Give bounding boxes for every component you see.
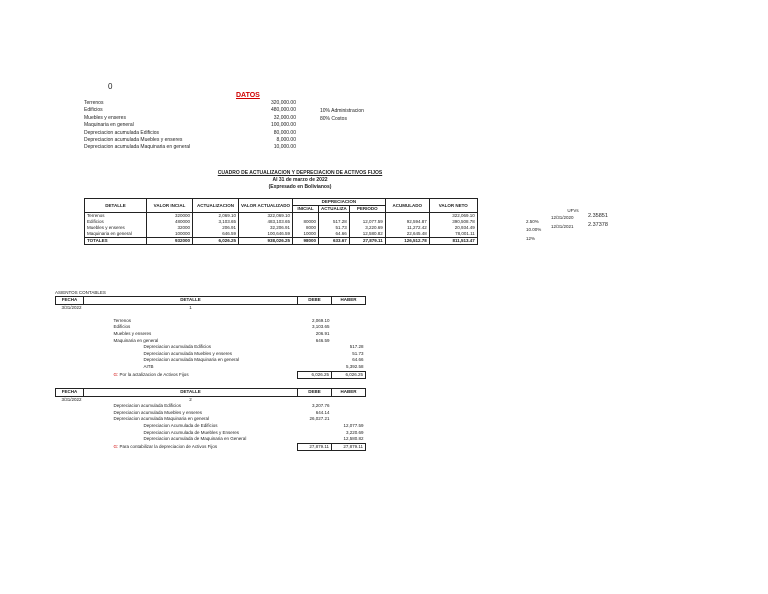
ledger-account: Muebles y enseres	[113, 330, 152, 336]
table-cell: 32,206.91	[239, 225, 293, 231]
table-cell: 78,001.11	[429, 231, 477, 238]
ledger-spacer	[56, 324, 84, 331]
table-cell: 3,103.65	[193, 219, 239, 225]
entry1-date: 3/31/2022	[61, 304, 82, 310]
ledger-debe: 3,207.76	[311, 403, 330, 409]
ledger-line	[56, 430, 366, 437]
table-cell: 64.66	[319, 231, 350, 238]
datos-value: 480,000.00	[270, 107, 296, 114]
th-valor-inicial: VALOR INCIAL	[147, 199, 193, 213]
ledger-account: Depreciacion Acumulada de Edificios	[143, 422, 218, 428]
cuadro-date: Al 31 de marzo de 2022	[272, 177, 328, 183]
totals-cell: 811,513.47	[429, 238, 477, 245]
th-periodo: PERIODO	[349, 206, 385, 213]
ledger-debe	[298, 357, 332, 364]
table-cell: 646.59	[193, 231, 239, 238]
table-cell: 322,069.10	[239, 213, 293, 220]
datos-value: 80,000.00	[273, 129, 296, 136]
entry2-gloss-row	[84, 443, 298, 451]
ledger-debe	[298, 364, 332, 371]
datos-value: 320,000.00	[270, 100, 296, 106]
entry1-gloss-row	[84, 371, 298, 379]
datos-label: Muebles y enseres	[84, 114, 126, 121]
ledger-line	[56, 324, 366, 331]
ledger-line	[56, 351, 366, 358]
th-inicial: INICIAL	[293, 206, 319, 213]
ledger-line	[56, 403, 366, 410]
ledger-spacer	[56, 357, 84, 364]
ledger-line	[56, 338, 366, 345]
ledger-account: Depreciacion acumulada Edificios	[113, 403, 182, 409]
totals-cell: 98000	[293, 238, 319, 245]
entry2-h-haber: HABER	[332, 389, 366, 397]
table-cell: 51.73	[319, 225, 350, 231]
totals-cell: TOTALES	[85, 238, 147, 245]
table-cell: 390,508.78	[429, 219, 477, 225]
table-cell: 483,103.65	[239, 219, 293, 225]
ledger-line	[56, 416, 366, 423]
th-actualizacion: ACTUALIZACION	[193, 199, 239, 213]
entry1-gloss: Por la actalizacion de Activos Fijos	[119, 371, 189, 377]
table-cell: 22,645.48	[385, 231, 429, 238]
ledger-account: Depreciacion acumulada Edificios	[143, 344, 212, 350]
totals-cell: 6,026.25	[193, 238, 239, 245]
table-cell: 12,580.82	[349, 231, 385, 238]
ledger-spacer	[56, 351, 84, 358]
ledger-account: Depreciacion acumulada Muebles y enseres	[143, 350, 233, 356]
ledger-debe: 2,069.10	[311, 317, 330, 323]
ufv-date-2: 12/31/2021	[551, 224, 574, 229]
ledger-haber	[332, 331, 366, 338]
ledger-entry-1	[55, 296, 366, 379]
totals-cell: 932000	[147, 238, 193, 245]
cuadro-subtitle: (Expresado en Bolivianos)	[268, 184, 332, 190]
table-cell: 480000	[147, 219, 193, 225]
datos-label: Depreciacion acumulada Muebles y enseres	[84, 137, 183, 143]
corner-mark: 0	[108, 82, 113, 91]
ledger-account: Depreciacion Acumulada de Muebles y Enseres	[143, 429, 240, 435]
totals-cell: 126,512.78	[385, 238, 429, 245]
table-cell: 12,077.59	[349, 219, 385, 225]
entry1-h-detalle: DETALLE	[84, 297, 298, 305]
table-cell: Edificios	[85, 219, 147, 225]
ledger-account: Edificios	[113, 324, 131, 330]
ledger-debe	[298, 430, 332, 437]
ledger-haber: 3,220.69	[345, 429, 364, 435]
th-valor-actualizado: VALOR ACTUALIZADO	[239, 199, 293, 213]
table-cell: 32000	[147, 225, 193, 231]
ledger-haber: 5,392.58	[345, 363, 364, 369]
ledger-haber	[332, 403, 366, 410]
th-depreciacion: DEPRECIACION	[293, 199, 386, 206]
table-cell: Maquinaria en general	[85, 231, 147, 238]
th-detalle: DETALLE	[85, 199, 147, 213]
totals-row	[85, 238, 478, 245]
ufv-value-1: 2.35851	[588, 213, 608, 219]
table-cell: 8000	[293, 225, 319, 231]
ledger-account: Depreciacion acumulada de Maquinaria en General	[143, 436, 247, 442]
entry2-total-debe: 27,879.11	[298, 443, 332, 451]
ledger-debe	[298, 423, 332, 430]
entry1-h-haber: HABER	[332, 297, 366, 305]
ledger-haber: 64.66	[352, 357, 364, 363]
ledger-debe: 646.59	[315, 337, 330, 343]
ufvs-title: UFVs	[567, 208, 579, 213]
asientos-title: ASIENTOS CONTABLES	[55, 290, 106, 295]
ledger-line	[56, 318, 366, 325]
totals-cell: 27,879.11	[349, 238, 385, 245]
ufv-value-2: 2.37378	[588, 222, 608, 228]
ledger-account: Maquinaria en general	[113, 337, 159, 343]
note-administracion: 10% Administracion	[320, 108, 364, 114]
entry1-number: 1	[189, 304, 192, 310]
totals-cell: 938,026.25	[239, 238, 293, 245]
datos-label: Terrenos	[84, 100, 104, 106]
ledger-spacer	[56, 423, 84, 430]
table-cell: Muebles y enseres	[85, 225, 147, 231]
ledger-spacer	[56, 338, 84, 345]
ledger-line	[56, 436, 366, 443]
ledger-haber	[332, 324, 366, 331]
entry1-total-debe: 6,026.25	[298, 371, 332, 379]
th-valor-neto: VALOR NETO	[429, 199, 477, 213]
ledger-spacer	[56, 403, 84, 410]
datos-value: 100,000.00	[270, 122, 296, 129]
ledger-account: Depreciacion acumulada Maquinaria en general	[143, 357, 240, 363]
datos-value: 8,000.00	[276, 137, 296, 143]
datos-label: Edificios	[84, 107, 103, 114]
ledger-line	[56, 410, 366, 417]
note-costos: 80% Costos	[320, 116, 347, 122]
th-acumulado: ACUMULADO	[385, 199, 429, 213]
table-cell: 10000	[293, 231, 319, 238]
totals-cell: 633.67	[319, 238, 350, 245]
ledger-spacer	[56, 430, 84, 437]
table-cell: 100000	[147, 231, 193, 238]
entry2-date: 3/31/2022	[61, 396, 82, 402]
ledger-debe: 644.14	[315, 409, 330, 415]
table-cell: 206.91	[193, 225, 239, 231]
table-cell: 517.28	[319, 219, 350, 225]
ledger-line	[56, 357, 366, 364]
table-cell: 92,594.87	[385, 219, 429, 225]
ledger-debe: 206.91	[315, 330, 330, 336]
table-cell: 11,272.42	[385, 225, 429, 231]
ledger-haber	[332, 416, 366, 423]
datos-label: Depreciacion acumulada Maquinaria en general	[84, 144, 191, 151]
ledger-haber: 517.28	[349, 344, 364, 350]
ledger-haber	[332, 410, 366, 417]
entry2-gloss-mark: G:	[113, 443, 119, 449]
ledger-spacer	[56, 410, 84, 417]
ledger-haber: 12,077.59	[343, 422, 364, 428]
table-cell: 320000	[147, 213, 193, 220]
ledger-line	[56, 344, 366, 351]
datos-title: DATOS	[236, 92, 260, 99]
ledger-spacer	[56, 416, 84, 423]
entry1-h-debe: DEBE	[298, 297, 332, 305]
table-cell: 80000	[293, 219, 319, 225]
entry2-gloss: Para contabilizar la depreciacion de Activos Fijos	[119, 443, 218, 449]
ledger-spacer	[56, 331, 84, 338]
ledger-account: Depreciacion acumulada Maquinaria en general	[113, 416, 210, 422]
ledger-spacer	[56, 344, 84, 351]
ledger-account: AITB	[143, 364, 154, 370]
ufv-date-1: 12/31/2020	[551, 215, 574, 220]
datos-value: 10,000.00	[273, 144, 296, 151]
datos-label: Maquinaria en general	[84, 122, 134, 129]
entry2-total-haber: 27,879.11	[332, 443, 366, 451]
table-cell: 100,646.59	[239, 231, 293, 238]
entry1-h-fecha: FECHA	[56, 297, 84, 305]
ledger-debe: 3,103.65	[311, 324, 330, 330]
ledger-debe	[298, 351, 332, 358]
depreciation-rate: 12%	[526, 235, 536, 241]
ledger-line	[56, 364, 366, 371]
table-cell: 20,934.49	[429, 225, 477, 231]
ledger-account: Depreciacion acumulada Muebles y enseres	[113, 409, 203, 415]
ledger-line	[56, 423, 366, 430]
ledger-haber	[332, 318, 366, 325]
ledger-line	[56, 331, 366, 338]
th-actualiza: ACTUALIZA	[319, 206, 350, 213]
entry1-gloss-mark: G:	[113, 371, 119, 377]
entry2-h-detalle: DETALLE	[84, 389, 298, 397]
entry2-h-fecha: FECHA	[56, 389, 84, 397]
entry2-h-debe: DEBE	[298, 389, 332, 397]
depreciation-rate: 2.50%	[526, 218, 539, 224]
ledger-debe	[298, 436, 332, 443]
ledger-spacer	[56, 364, 84, 371]
ledger-debe	[298, 344, 332, 351]
table-cell: 3,220.69	[349, 225, 385, 231]
ledger-entry-2	[55, 388, 366, 451]
table-cell: 2,069.10	[193, 213, 239, 220]
ledger-account: Terrenos	[113, 317, 132, 323]
ledger-spacer	[56, 436, 84, 443]
depreciation-table	[84, 198, 478, 245]
datos-value: 32,000.00	[273, 114, 296, 121]
datos-label: Depreciacion acumulada Edificios	[84, 129, 160, 136]
ledger-debe: 26,027.21	[309, 416, 330, 422]
entry1-total-haber: 6,026.25	[332, 371, 366, 379]
table-cell: Terrenos	[85, 213, 147, 220]
ledger-haber: 12,580.82	[343, 436, 364, 442]
ledger-haber	[332, 338, 366, 345]
entry2-number: 2	[189, 396, 192, 402]
depreciation-rate: 10.00%	[526, 227, 542, 232]
ledger-spacer	[56, 318, 84, 325]
cuadro-title: CUADRO DE ACTUALIZACION Y DEPRECIACION DE ACTIVOS FIJOS	[217, 170, 383, 176]
ledger-haber: 51.73	[352, 350, 364, 356]
table-cell: 322,069.10	[429, 213, 477, 220]
